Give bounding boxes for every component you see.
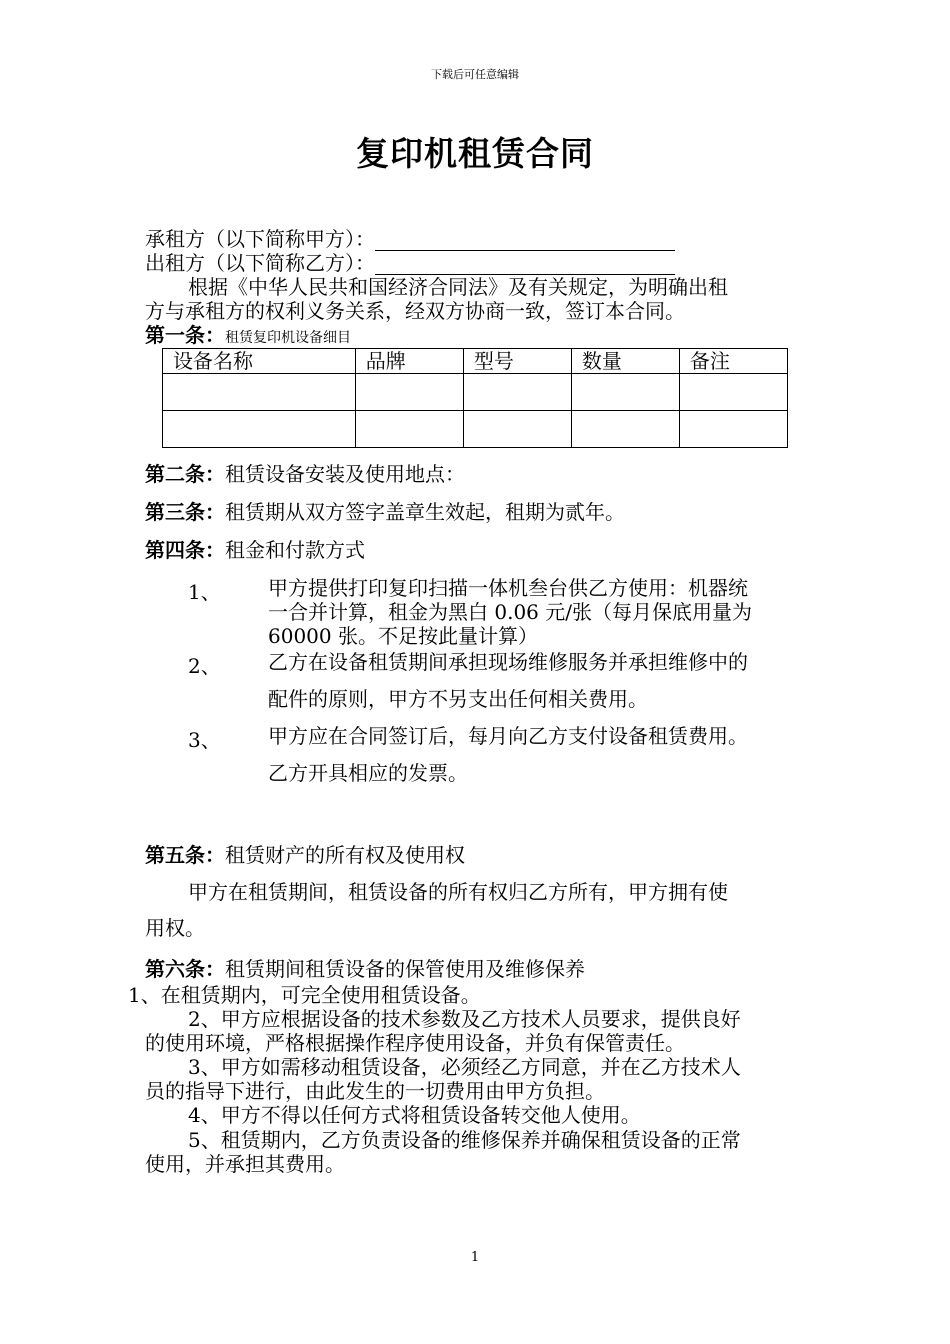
article-5-para-line-2: 用权。	[145, 916, 205, 940]
table-header-row	[163, 349, 788, 374]
table-cell	[463, 411, 571, 448]
article-5	[145, 843, 465, 867]
lessee-label: 承租方（以下简称甲方）：	[145, 227, 375, 251]
article-4-item-1-line-2: 一合并计算，租金为黑白 0.06 元/张（每月保底用量为	[268, 600, 752, 624]
article-1-text: 租赁复印机设备细目	[225, 330, 351, 346]
article-4-item-3-line-1: 甲方应在合同签订后，每月向乙方支付设备租赁费用。	[268, 724, 748, 748]
article-6-item-2-line-2: 的使用环境，严格根据操作程序使用设备，并负有保管责任。	[145, 1031, 685, 1055]
article-3-text: 租赁期从双方签字盖章生效起，租期为贰年。	[225, 500, 625, 524]
article-4-item-2-num: 2、	[188, 654, 221, 678]
article-6	[145, 957, 585, 981]
article-1-label: 第一条：	[145, 323, 225, 347]
article-2-label: 第二条：	[145, 462, 225, 486]
table-header-cell: 设备名称	[163, 349, 356, 374]
table-cell	[355, 374, 463, 411]
equipment-table	[162, 348, 788, 448]
article-2	[145, 462, 465, 486]
lessee-blank	[375, 230, 675, 251]
article-1	[145, 323, 351, 350]
table-cell	[571, 374, 679, 411]
article-5-para-line-1: 甲方在租赁期间，租赁设备的所有权归乙方所有，甲方拥有使	[188, 880, 728, 904]
article-6-item-5-line-1: 5、租赁期内，乙方负责设备的维修保养并确保租赁设备的正常	[188, 1128, 741, 1152]
article-6-item-4: 4、甲方不得以任何方式将租赁设备转交他人使用。	[188, 1103, 641, 1127]
article-6-text: 租赁期间租赁设备的保管使用及维修保养	[225, 957, 585, 981]
table-cell	[679, 374, 787, 411]
document-title: 复印机租赁合同	[356, 134, 594, 173]
article-4-item-1-num: 1、	[188, 580, 221, 604]
table-cell	[163, 411, 356, 448]
lessee-row	[145, 227, 675, 251]
intro-line-2: 方与承租方的权利义务关系，经双方协商一致，签订本合同。	[145, 299, 685, 323]
header-note: 下载后可任意编辑	[431, 68, 519, 81]
table-row	[163, 374, 788, 411]
table-cell	[679, 411, 787, 448]
table-cell	[355, 411, 463, 448]
article-3-label: 第三条：	[145, 500, 225, 524]
article-6-item-1: 1、在租赁期内，可完全使用租赁设备。	[128, 983, 481, 1007]
table-cell	[163, 374, 356, 411]
article-2-text: 租赁设备安装及使用地点：	[225, 462, 465, 486]
article-4-item-1-line-1: 甲方提供打印复印扫描一体机叁台供乙方使用：机器统	[268, 576, 748, 600]
table-header-cell: 备注	[679, 349, 787, 374]
article-6-label: 第六条：	[145, 957, 225, 981]
table-cell	[571, 411, 679, 448]
lessor-blank	[375, 254, 675, 275]
article-5-label: 第五条：	[145, 843, 225, 867]
article-5-text: 租赁财产的所有权及使用权	[225, 843, 465, 867]
article-4-item-1-line-3: 60000 张。不足按此量计算）	[268, 624, 538, 648]
article-6-item-2-line-1: 2、甲方应根据设备的技术参数及乙方技术人员要求，提供良好	[188, 1007, 741, 1031]
article-6-item-3-line-2: 员的指导下进行，由此发生的一切费用由甲方负担。	[145, 1079, 605, 1103]
table-header-cell: 型号	[463, 349, 571, 374]
article-4-item-2-line-1: 乙方在设备租赁期间承担现场维修服务并承担维修中的	[268, 650, 748, 674]
lessor-row	[145, 251, 675, 275]
article-4-text: 租金和付款方式	[225, 538, 365, 562]
article-3	[145, 500, 625, 524]
table-row	[163, 411, 788, 448]
table-cell	[463, 374, 571, 411]
article-4-label: 第四条：	[145, 538, 225, 562]
intro-line-1: 根据《中华人民共和国经济合同法》及有关规定，为明确出租	[188, 275, 728, 299]
article-6-item-5-line-2: 使用，并承担其费用。	[145, 1152, 345, 1176]
article-4-item-3-line-2: 乙方开具相应的发票。	[268, 761, 468, 785]
table-header-cell: 数量	[571, 349, 679, 374]
article-4-item-2-line-2: 配件的原则，甲方不另支出任何相关费用。	[268, 687, 648, 711]
article-6-item-3-line-1: 3、甲方如需移动租赁设备，必须经乙方同意，并在乙方技术人	[188, 1055, 741, 1079]
article-4	[145, 538, 365, 562]
lessor-label: 出租方（以下简称乙方）：	[145, 251, 375, 275]
table-header-cell: 品牌	[355, 349, 463, 374]
page-number: 1	[470, 1250, 480, 1265]
article-4-item-3-num: 3、	[188, 728, 221, 752]
